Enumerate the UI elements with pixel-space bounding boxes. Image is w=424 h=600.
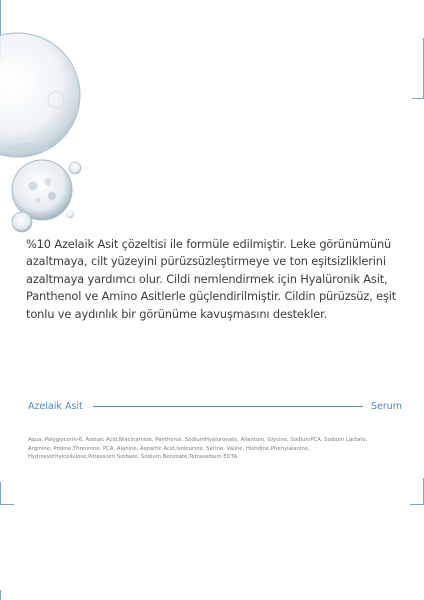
product-label-bar [28,398,402,414]
product-divider-line [93,406,363,407]
product-type: Serum [370,400,402,412]
corner-frame-top-right-tick [412,98,424,100]
description-line: tonlu ve aydınlık bir görünüme kavuşmasını destekler. [26,306,328,321]
product-description [26,236,402,323]
description-line: %10 Azelaik Asit çözeltisi ile formüle edilmiştir. Leke görünümünü [26,237,392,251]
product-name: Azelaik Asit [28,400,83,412]
ingredients-list [28,436,398,462]
ingredients-line: Hydroxyethylcellulose,Potassium Sorbate, Sodium Benzoate,Tetrasodium EDTA. [28,454,239,461]
large-bubble-icon [0,33,80,157]
ingredients-line: Arginine, Proline,Threonine, PCA, Alanine, Aspartic Acid,Isoleucine, Serine, Valine, Histidine,Phenylalanine, [28,445,310,452]
ingredients-line: Aqua, Polyglycerin-6, Azelaic Acid,Niacinamide, Panthenol, SodiumHyaluronate, Allantoin, Glycine, SodiumPCA, Sodium Lactate, [28,437,368,443]
serum-bubbles-illustration [0,0,140,240]
description-line: azaltmaya yardımcı olur. Cildi nemlendirmek için Hyalüronik Asit, [26,271,388,286]
corner-frame-bottom-left-tick [0,504,14,506]
corner-frame-bottom-right-tick [410,504,424,506]
description-line: Panthenol ve Amino Asitlerle güçlendirilmiştir. Cildin pürüzsüz, eşit [26,289,397,304]
medium-bubble-icon [12,160,72,220]
description-line: azaltmaya, cilt yüzeyini pürüzsüzleştirmeye ve ton eşitsizliklerini [26,254,386,269]
corner-frame-bottom-left [0,482,2,504]
corner-frame-page-bottom-left [0,590,2,600]
